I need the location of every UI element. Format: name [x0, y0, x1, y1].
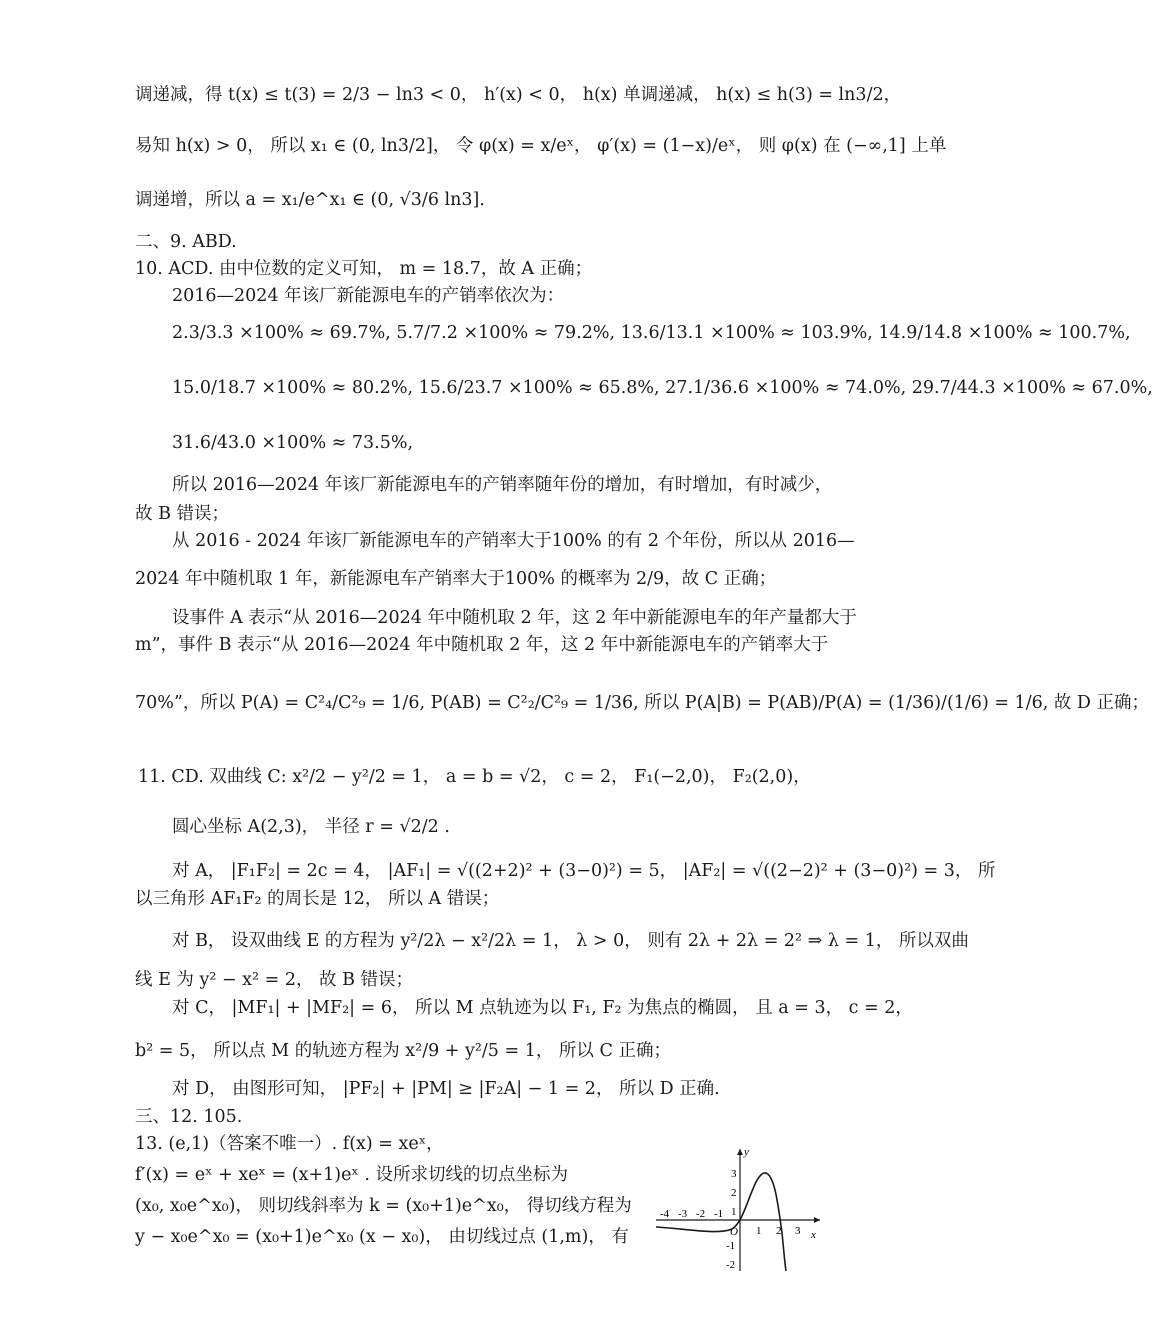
text-line-27: 13. (e,1)（答案不唯一）. f(x) = xeˣ， [135, 1134, 444, 1154]
text-line-8: 15.0/18.7 ×100% ≈ 80.2%, 15.6/23.7 ×100% ≈ 65.8%, 27.1/36.6 ×100% ≈ 74.0%, 29.7/44.3 ×100% ≈ 67.0%, [172, 378, 1153, 398]
text-line-20: 以三角形 AF₁F₂ 的周长是 12， 所以 A 错误； [135, 889, 500, 909]
function-curve [656, 1173, 786, 1271]
text-line-12: 从 2016 - 2024 年该厂新能源电车的产销率大于100% 的有 2 个年份，所以从 2016— [172, 531, 855, 551]
text-line-11: 故 B 错误； [135, 504, 229, 524]
function-graph [648, 1143, 828, 1273]
text-line-10: 所以 2016—2024 年该厂新能源电车的产销率随年份的增加，有时增加，有时减少， [172, 475, 833, 495]
y-tick-label: 3 [731, 1168, 737, 1180]
y-axis-arrow [737, 1149, 743, 1155]
text-line-17: 11. CD. 双曲线 C: x²/2 − y²/2 = 1， a = b = √2， c = 2， F₁(−2,0)， F₂(2,0)， [138, 767, 811, 787]
y-axis-label: y [744, 1146, 749, 1158]
x-axis-arrow [814, 1217, 820, 1223]
x-axis-label: x [811, 1229, 816, 1241]
y-tick-label: -2 [726, 1259, 736, 1271]
x-tick-label: -2 [696, 1208, 706, 1220]
text-line-25: 对 D， 由图形可知， |PF₂| + |PM| ≥ |F₂A| − 1 = 2， 所以 D 正确. [172, 1079, 720, 1099]
text-line-6: 2016—2024 年该厂新能源电车的产销率依次为： [172, 286, 565, 306]
text-line-24: b² = 5， 所以点 M 的轨迹方程为 x²/9 + y²/5 = 1， 所以 C 正确； [135, 1041, 671, 1061]
text-line-26: 三、12. 105. [135, 1107, 243, 1127]
origin-label: O [730, 1226, 738, 1238]
y-tick-label: -1 [726, 1240, 736, 1252]
text-line-23: 对 C， |MF₁| + |MF₂| = 6， 所以 M 点轨迹为以 F₁, F₂ 为焦点的椭圆， 且 a = 3， c = 2， [172, 998, 913, 1018]
text-line-16: 70%”，所以 P(A) = C²₄/C²₉ = 1/6, P(AB) = C²₂/C²₉ = 1/36, 所以 P(A|B) = P(AB)/P(A) = (1/36)/(1/6) = 1/6, 故 D 正确； [135, 693, 1149, 713]
x-tick-label: 1 [756, 1225, 762, 1237]
text-line-4: 二、9. ABD. [135, 232, 237, 252]
text-line-5: 10. ACD. 由中位数的定义可知， m = 18.7，故 A 正确； [135, 259, 593, 279]
x-tick-label: 2 [776, 1225, 782, 1237]
text-line-29: (x₀, x₀e^x₀)， 则切线斜率为 k = (x₀+1)e^x₀， 得切线方程为 [135, 1196, 632, 1216]
text-line-30: y − x₀e^x₀ = (x₀+1)e^x₀ (x − x₀)， 由切线过点 (1,m)， 有 [135, 1227, 629, 1247]
text-line-22: 线 E 为 y² − x² = 2， 故 B 错误； [135, 970, 414, 990]
text-line-19: 对 A， |F₁F₂| = 2c = 4， |AF₁| = √((2+2)² + (3−0)²) = 5， |AF₂| = √((2−2)² + (3−0)²) = 3， 所 [172, 861, 996, 881]
text-line-14: 设事件 A 表示“从 2016—2024 年中随机取 2 年，这 2 年中新能源电车的年产量都大于 [172, 608, 857, 628]
x-tick-label: -4 [660, 1208, 670, 1220]
x-tick-label: -1 [714, 1208, 724, 1220]
y-tick-label: 2 [731, 1187, 737, 1199]
text-line-7: 2.3/3.3 ×100% ≈ 69.7%, 5.7/7.2 ×100% ≈ 79.2%, 13.6/13.1 ×100% ≈ 103.9%, 14.9/14.8 ×100% ≈ 100.7%, [172, 323, 1131, 343]
text-line-13: 2024 年中随机取 1 年，新能源电车产销率大于100% 的概率为 2/9，故 C 正确； [135, 569, 777, 589]
y-tick-label: 1 [731, 1206, 737, 1218]
text-line-2: 易知 h(x) > 0， 所以 x₁ ∈ (0, ln3/2]， 令 φ(x) = x/eˣ， φ′(x) = (1−x)/eˣ， 则 φ(x) 在 (−∞,1] 上单 [135, 136, 947, 156]
text-line-28: f′(x) = eˣ + xeˣ = (x+1)eˣ . 设所求切线的切点坐标为 [135, 1165, 569, 1185]
x-tick-label: -3 [678, 1208, 688, 1220]
text-line-1: 调递减，得 t(x) ≤ t(3) = 2/3 − ln3 < 0， h′(x) < 0， h(x) 单调递减， h(x) ≤ h(3) = ln3/2， [135, 85, 902, 105]
text-line-21: 对 B， 设双曲线 E 的方程为 y²/2λ − x²/2λ = 1， λ > 0， 则有 2λ + 2λ = 2² ⇒ λ = 1， 所以双曲 [172, 931, 969, 951]
text-line-9: 31.6/43.0 ×100% ≈ 73.5%, [172, 433, 414, 453]
x-tick-label: 3 [795, 1225, 801, 1237]
text-line-18: 圆心坐标 A(2,3)， 半径 r = √2/2 . [172, 817, 450, 837]
text-line-15: m”，事件 B 表示“从 2016—2024 年中随机取 2 年，这 2 年中新能源电车的产销率大于 [135, 635, 829, 655]
text-line-3: 调递增，所以 a = x₁/e^x₁ ∈ (0, √3/6 ln3]． [135, 190, 497, 210]
